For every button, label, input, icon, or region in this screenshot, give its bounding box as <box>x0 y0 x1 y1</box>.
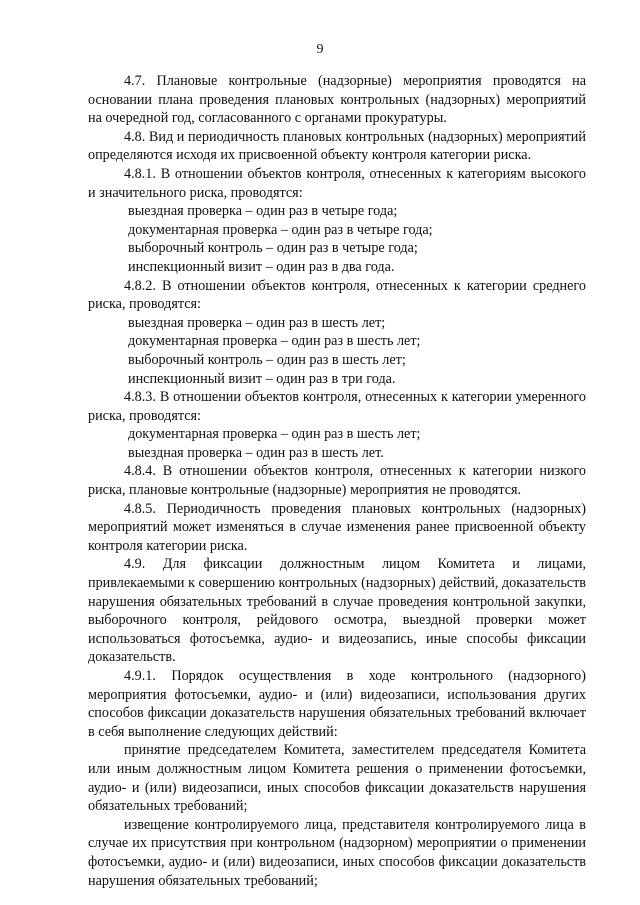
paragraph: извещение контролируемого лица, представителя контролируемого лица в случае их присутствия при контрольном (надзорном) мероприятии о применении фотосъемки, аудио- и (или) видеозаписи, иных способов фиксации доказательств нарушения обязательных требований; <box>88 816 586 889</box>
list-item: выборочный контроль – один раз в шесть лет; <box>128 351 406 368</box>
paragraph: 4.8.2. В отношении объектов контроля, отнесенных к категории среднего риска, проводятся: <box>88 277 586 313</box>
list-item: выездная проверка – один раз в шесть лет; <box>128 314 386 331</box>
paragraph: 4.8.4. В отношении объектов контроля, отнесенных к категории низкого риска, плановые контрольные (надзорные) мероприятия не проводятся. <box>88 463 586 499</box>
page-number: 9 <box>316 42 324 57</box>
paragraph: 4.9. Для фиксации должностным лицом Комитета и лицами, привлекаемыми к совершению контрольных (надзорных) действий, доказательств нарушения обязательных требований в случае проведения контрольной закупки, выборочного контроля, рейдового осмотра, выездной проверки может использоваться фотосъемка, аудио- и видеозапись, иные способы фиксации доказательств. <box>88 556 586 666</box>
list-item: документарная проверка – один раз в шесть лет; <box>128 333 421 350</box>
paragraph: 4.7. Плановые контрольные (надзорные) мероприятия проводятся на основании плана проведения плановых контрольных (надзорных) мероприятий на очередной год, согласованного с органами прокуратуры. <box>88 73 586 127</box>
paragraph: 4.9.1. Порядок осуществления в ходе контрольного (надзорного) мероприятия фотосъемки, аудио- и (или) видеозаписи, использования других способов фиксации доказательств нарушения обязательных требований включает в себя выполнение следующих действий: <box>88 668 586 740</box>
paragraph: 4.8.5. Периодичность проведения плановых контрольных (надзорных) мероприятий может изменяться в случае изменения ранее присвоенной объекту контроля категории риска. <box>88 500 586 554</box>
list-item: выборочный контроль – один раз в четыре года; <box>128 240 418 257</box>
list-item: документарная проверка – один раз в шесть лет; <box>128 426 421 443</box>
list-item: выездная проверка – один раз в четыре года; <box>128 203 398 220</box>
list-item: инспекционный визит – один раз в два года. <box>128 258 395 275</box>
paragraph: 4.8.1. В отношении объектов контроля, отнесенных к категориям высокого и значительного риска, проводятся: <box>88 165 586 201</box>
list-item: выездная проверка – один раз в шесть лет. <box>128 444 384 461</box>
list-item: инспекционный визит – один раз в три года. <box>128 370 396 387</box>
paragraph: 4.8.3. В отношении объектов контроля, отнесенных к категории умеренного риска, проводятся: <box>88 389 586 424</box>
paragraph: 4.8. Вид и периодичность плановых контрольных (надзорных) мероприятий определяются исходя их присвоенной объекту контроля категории риска. <box>88 128 586 164</box>
document-body <box>88 72 586 890</box>
paragraph: принятие председателем Комитета, заместителем председателя Комитета или иным должностным лицом Комитета решения о применении фотосъемки, аудио- и (или) видеозаписи, иных способов фиксации доказательств нарушения обязательных требований; <box>88 742 586 815</box>
list-item: документарная проверка – один раз в четыре года; <box>128 221 433 238</box>
